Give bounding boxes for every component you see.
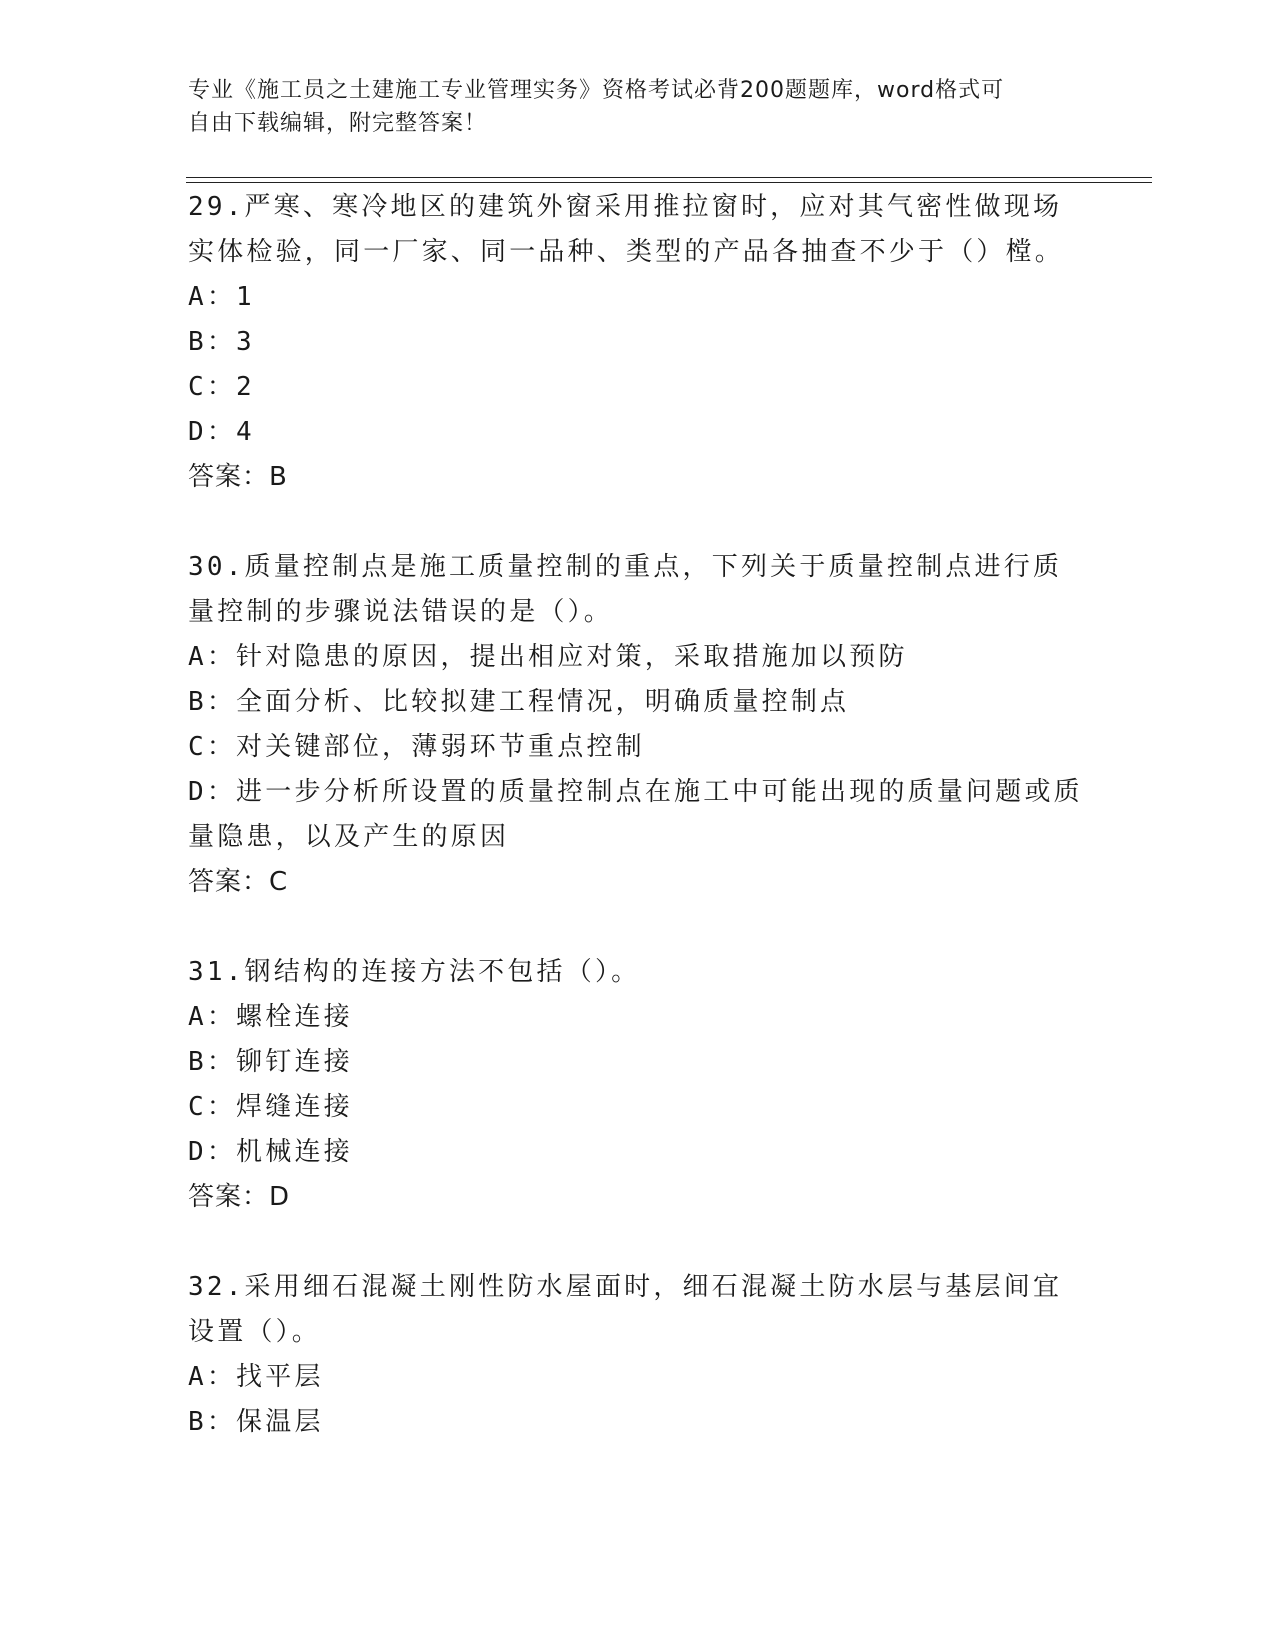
question-32 [188, 1265, 1088, 1445]
header-line-2: 自由下载编辑，附完整答案！ [188, 111, 488, 136]
option-a: A：螺栓连接 [188, 1002, 353, 1032]
option-b: B：全面分析、比较拟建工程情况，明确质量控制点 [188, 687, 850, 717]
question-text: 29.严寒、寒冷地区的建筑外窗采用推拉窗时，应对其气密性做现场实体检验，同一厂家、同一品种、类型的产品各抽查不少于（）樘。 [188, 192, 1065, 267]
option-c: C：对关键部位，薄弱环节重点控制 [188, 732, 645, 762]
option-b: B：保温层 [188, 1407, 324, 1437]
question-31 [188, 950, 1088, 1220]
option-b: B：铆钉连接 [188, 1047, 353, 1077]
answer: 答案：C [188, 867, 289, 897]
option-c: C：焊缝连接 [188, 1092, 353, 1122]
question-text: 32.采用细石混凝土刚性防水屋面时，细石混凝土防水层与基层间宜设置（）。 [188, 1272, 1063, 1347]
option-d: D：进一步分析所设置的质量控制点在施工中可能出现的质量问题或质量隐患，以及产生的原因 [188, 777, 1083, 852]
header-divider-top [186, 177, 1152, 178]
option-a: A：1 [188, 282, 255, 312]
option-a: A：找平层 [188, 1362, 324, 1392]
header-line-1: 专业《施工员之土建施工专业管理实务》资格考试必背200题题库，word格式可 [188, 78, 1005, 103]
question-text: 30.质量控制点是施工质量控制的重点，下列关于质量控制点进行质量控制的步骤说法错误的是（）。 [188, 552, 1063, 627]
option-a: A：针对隐患的原因，提出相应对策，采取措施加以预防 [188, 642, 908, 672]
answer: 答案：D [188, 1182, 291, 1212]
option-d: D：机械连接 [188, 1137, 353, 1167]
header-divider-bottom [186, 182, 1152, 183]
question-29 [188, 185, 1088, 500]
answer: 答案：B [188, 462, 288, 492]
question-text: 31.钢结构的连接方法不包括（）。 [188, 957, 641, 987]
question-30 [188, 545, 1088, 905]
document-header [188, 74, 1068, 140]
question-list [188, 185, 1088, 1490]
option-d: D：4 [188, 417, 255, 447]
option-c: C：2 [188, 372, 255, 402]
option-b: B：3 [188, 327, 255, 357]
